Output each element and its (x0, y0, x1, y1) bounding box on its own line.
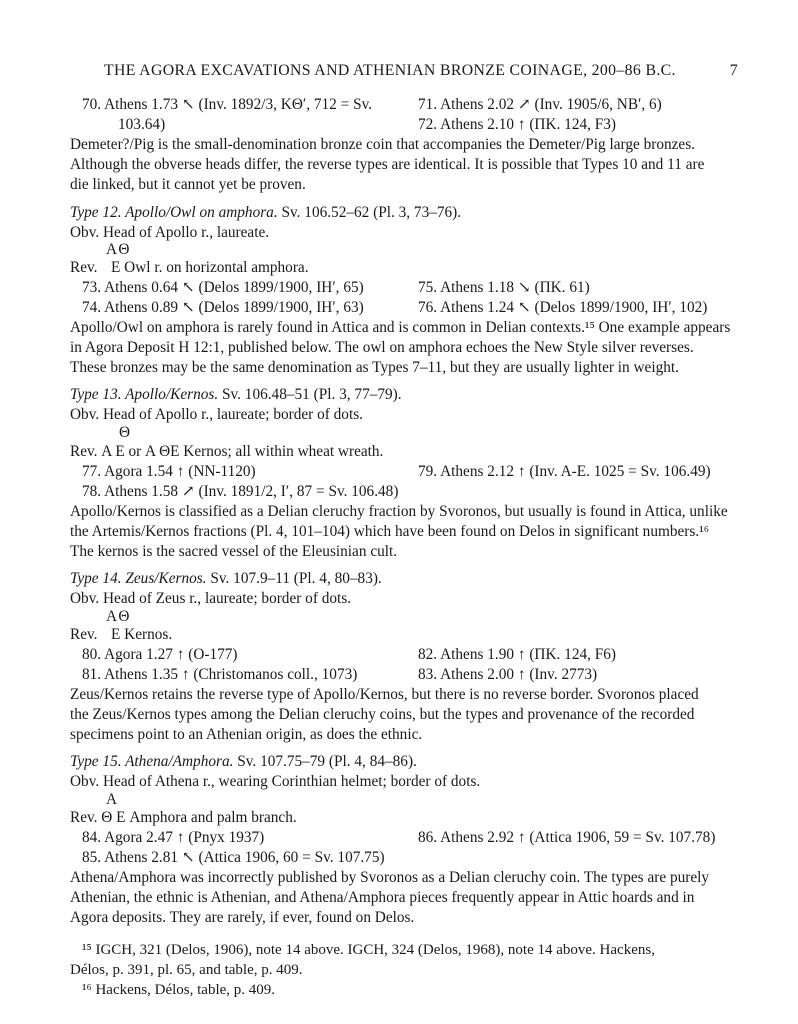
paragraph-demeter-line-1: Demeter?/Pig is the small-denomination bronze coin that accompanies the Demeter/Pig large bronzes. (70, 136, 695, 153)
entry-74: 74. Athens 0.89 ↖ (Delos 1899/1900, IH′, 63) (82, 299, 364, 316)
header-title: THE AGORA EXCAVATIONS AND ATHENIAN BRONZE COINAGE, 200–86 B.C. (104, 62, 676, 79)
entry-81: 81. Athens 1.35 ↑ (Christomanos coll., 1073) (82, 666, 358, 683)
type-14-obverse: Obv. Head of Zeus r., laureate; border of dots. (70, 590, 352, 607)
type-12-legend-above: ΑΘ (106, 241, 132, 258)
type-12-rev-label: Rev. (70, 259, 98, 276)
paragraph-type-13-line-3: The kernos is the sacred vessel of the Eleusinian cult. (70, 543, 398, 560)
type-15-obverse: Obv. Head of Athena r., wearing Corinthian helmet; border of dots. (70, 773, 481, 790)
entry-80: 80. Agora 1.27 ↑ (O-177) (82, 646, 238, 663)
type-13-obverse: Obv. Head of Apollo r., laureate; border of dots. (70, 406, 363, 423)
type-13-legend-above: Θ (119, 424, 131, 441)
entry-70-cont: 103.64) (118, 116, 166, 133)
paragraph-demeter-line-3: die linked, but it cannot yet be proven. (70, 176, 306, 193)
paragraph-demeter-line-2: Although the obverse heads differ, the reverse types are identical. It is possible that Types 10 and 11 are (70, 156, 705, 173)
type-13-ref: Sv. 106.48–51 (Pl. 3, 77–79). (218, 386, 402, 403)
entry-71: 71. Athens 2.02 ↗ (Inv. 1905/6, NB′, 6) (418, 96, 662, 113)
type-15-reverse: Rev. Θ Ε Amphora and palm branch. (70, 809, 297, 826)
entry-82: 82. Athens 1.90 ↑ (ΠΚ. 124, F6) (418, 646, 617, 663)
type-15-ref: Sv. 107.75–79 (Pl. 4, 84–86). (233, 753, 417, 770)
type-13-heading (70, 385, 402, 406)
entry-70: 70. Athens 1.73 ↖ (Inv. 1892/3, KΘ′, 712 = Sv. (82, 96, 373, 113)
entry-76: 76. Athens 1.24 ↖ (Delos 1899/1900, IH′, 102) (418, 299, 708, 316)
entry-83: 83. Athens 2.00 ↑ (Inv. 2773) (418, 666, 598, 683)
entry-72: 72. Athens 2.10 ↑ (ΠΚ. 124, F3) (418, 116, 617, 133)
footnote-15: ¹⁵ IGCH, 321 (Delos, 1906), note 14 above. IGCH, 324 (Delos, 1968), note 14 above. Hackens, (82, 942, 655, 958)
type-14-heading (70, 569, 382, 590)
type-12-ref: Sv. 106.52–62 (Pl. 3, 73–76). (277, 204, 462, 221)
footnote-16: ¹⁶ Hackens, Délos, table, p. 409. (82, 982, 276, 998)
footnote-15-cont: Délos, p. 391, pl. 65, and table, p. 409. (70, 962, 303, 978)
entry-86: 86. Athens 2.92 ↑ (Attica 1906, 59 = Sv. 107.78) (418, 829, 716, 846)
entry-75: 75. Athens 1.18 ↘ (ΠΚ. 61) (418, 279, 590, 296)
paragraph-type-14-line-1: Zeus/Kernos retains the reverse type of Apollo/Kernos, but there is no reverse border. Svoronos placed (70, 686, 699, 703)
page-number: 7 (729, 62, 738, 79)
type-15-legend-above: Α (106, 791, 118, 808)
type-13-reverse: Rev. Α Ε or Α ΘΕ Kernos; all within wheat wreath. (70, 443, 384, 460)
type-14-rev-label: Rev. (70, 626, 98, 643)
type-12-heading (70, 203, 461, 224)
type-15-heading (70, 752, 417, 773)
type-12-reverse: E Owl r. on horizontal amphora. (111, 259, 309, 276)
paragraph-type-12-line-2: in Agora Deposit H 12:1, published below. The owl on amphora echoes the New Style silver reverses. (70, 339, 694, 356)
paragraph-type-12-line-3: These bronzes may be the same denomination as Types 7–11, but they are usually lighter in weight. (70, 359, 679, 376)
entry-79: 79. Athens 2.12 ↑ (Inv. A-E. 1025 = Sv. 106.49) (418, 463, 711, 480)
paragraph-type-13-line-1: Apollo/Kernos is classified as a Delian cleruchy fraction by Svoronos, but usually is found in Attica, unlike (70, 503, 728, 520)
paragraph-type-14-line-2: the Zeus/Kernos types among the Delian cleruchy coins, but the types and provenance of the recorded (70, 706, 695, 723)
entry-85: 85. Athens 2.81 ↖ (Attica 1906, 60 = Sv. 107.75) (82, 849, 385, 866)
type-13-title: Type 13. Apollo/Kernos. (70, 386, 219, 403)
entry-73: 73. Athens 0.64 ↖ (Delos 1899/1900, IH′, 65) (82, 279, 364, 296)
type-14-title: Type 14. Zeus/Kernos. (70, 570, 207, 587)
entry-84: 84. Agora 2.47 ↑ (Pnyx 1937) (82, 829, 265, 846)
type-12-obverse: Obv. Head of Apollo r., laureate. (70, 224, 270, 241)
entry-77: 77. Agora 1.54 ↑ (NN-1120) (82, 463, 256, 480)
paragraph-type-15-line-2: Athenian, the ethnic is Athenian, and Athena/Amphora pieces frequently appear in Attic hoards and in (70, 889, 695, 906)
type-14-ref: Sv. 107.9–11 (Pl. 4, 80–83). (206, 570, 382, 587)
type-14-legend-above: ΑΘ (106, 608, 132, 625)
running-header (104, 61, 738, 82)
paragraph-type-15-line-1: Athena/Amphora was incorrectly published by Svoronos as a Delian cleruchy coin. The types are purely (70, 869, 710, 886)
type-14-reverse: E Kernos. (111, 626, 173, 643)
paragraph-type-13-line-2: the Artemis/Kernos fractions (Pl. 4, 101–104) which have been found on Delos in significant numbers.¹⁶ (70, 523, 710, 540)
paragraph-type-14-line-3: specimens point to an Athenian origin, as does the ethnic. (70, 726, 423, 743)
paragraph-type-15-line-3: Agora deposits. They are rarely, if ever, found on Delos. (70, 909, 415, 926)
type-12-title: Type 12. Apollo/Owl on amphora. (70, 204, 278, 221)
paragraph-type-12-line-1: Apollo/Owl on amphora is rarely found in Attica and is common in Delian contexts.¹⁵ One example appears (70, 319, 731, 336)
type-15-title: Type 15. Athena/Amphora. (70, 753, 234, 770)
entry-78: 78. Athens 1.58 ↗ (Inv. 1891/2, I′, 87 = Sv. 106.48) (82, 483, 399, 500)
